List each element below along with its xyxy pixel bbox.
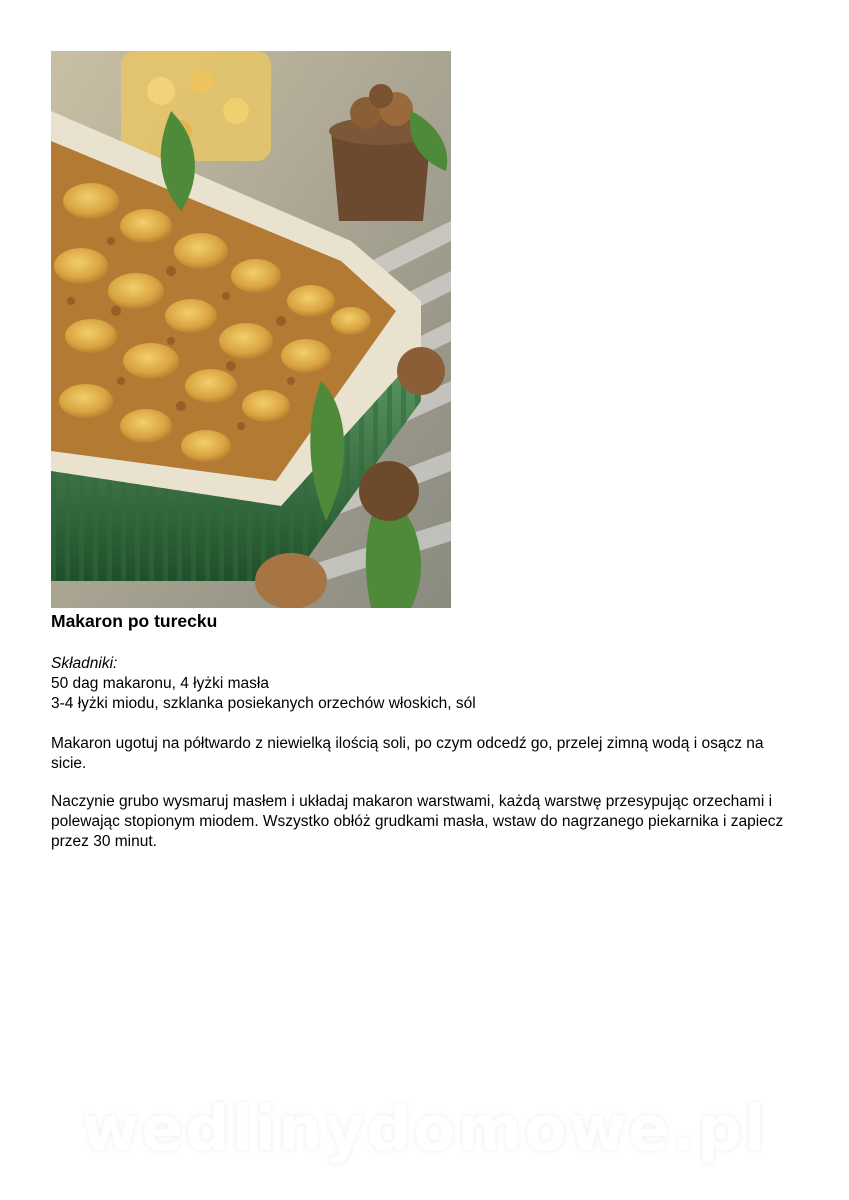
instruction-paragraph: Naczynie grubo wysmaruj masłem i układaj makaron warstwami, każdą warstwę przesypując orzechami i polewając stopionym miodem. Wszystko obłóż grudkami masła, wstaw do nagrzanego piekarnika i zapiecz przez 30 minut. — [51, 793, 784, 850]
recipe-title: Makaron po turecku — [51, 611, 218, 631]
instruction-paragraph: Makaron ugotuj na półtwardo z niewielką ilością soli, po czym odcedź go, przelej zimną wodą i osącz na sicie. — [51, 735, 764, 772]
recipe-photo — [51, 51, 451, 608]
ingredients-label: Składniki: — [51, 655, 118, 672]
baked-pasta-dish-image — [51, 51, 451, 608]
ingredients-line: 50 dag makaronu, 4 łyżki masła — [51, 675, 269, 692]
watermark: wedlinydomowe.pl — [81, 1092, 768, 1165]
ingredients-section — [51, 654, 791, 714]
ingredients-line: 3-4 łyżki miodu, szklanka posiekanych orzechów włoskich, sól — [51, 695, 476, 712]
